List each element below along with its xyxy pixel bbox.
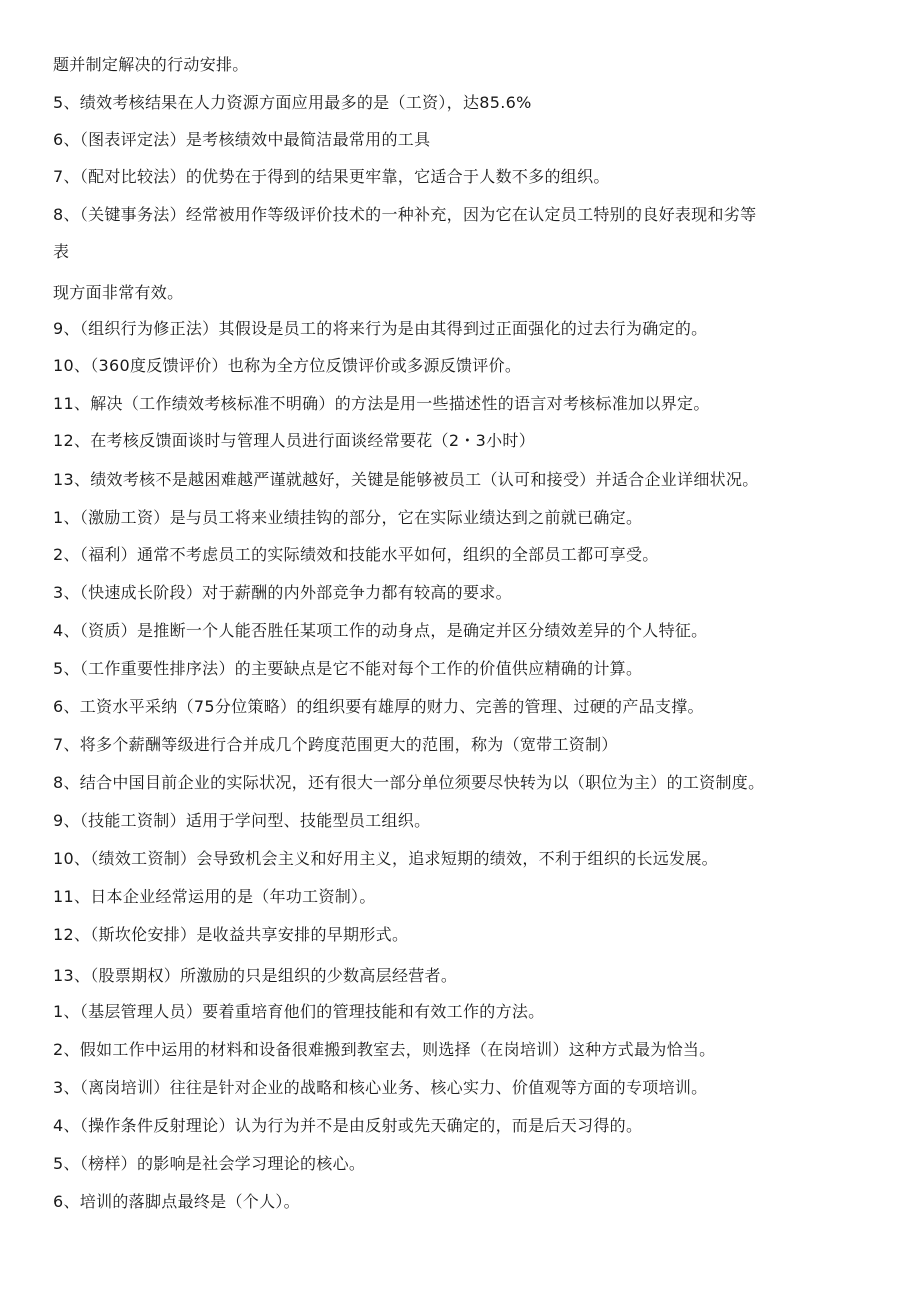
text-line: 8、结合中国目前企业的实际状况，还有很大一部分单位须要尽快转为以（职位为主）的工资制度。	[53, 773, 765, 792]
text-line: 题并制定解决的行动安排。	[53, 55, 249, 74]
text-line: 13、（股票期权）所激励的只是组织的少数高层经营者。	[53, 966, 458, 985]
text-line: 3、（离岗培训）往往是针对企业的战略和核心业务、核心实力、价值观等方面的专项培训。	[53, 1078, 708, 1097]
text-line: 9、（技能工资制）适用于学问型、技能型员工组织。	[53, 811, 431, 830]
text-line: 7、（配对比较法）的优势在于得到的结果更牢靠，它适合于人数不多的组织。	[53, 167, 610, 186]
text-line: 5、（榜样）的影响是社会学习理论的核心。	[53, 1154, 366, 1173]
text-line: 表	[53, 242, 70, 261]
text-line: 2、假如工作中运用的材料和设备很难搬到教室去，则选择（在岗培训）这种方式最为恰当。	[53, 1040, 716, 1059]
text-line: 8、（关键事务法）经常被用作等级评价技术的一种补充，因为它在认定员工特别的良好表现和劣等	[53, 205, 757, 224]
text-line: 10、（绩效工资制）会导致机会主义和好用主义，追求短期的绩效，不利于组织的长远发展。	[53, 849, 718, 868]
text-line: 13、绩效考核不是越困难越严谨就越好，关键是能够被员工（认可和接受）并适合企业详细状况。	[53, 470, 759, 489]
text-line: 6、培训的落脚点最终是（个人）。	[53, 1192, 300, 1211]
text-line: 现方面非常有效。	[53, 283, 184, 302]
text-line: 1、（激励工资）是与员工将来业绩挂钩的部分，它在实际业绩达到之前就已确定。	[53, 508, 643, 527]
text-line: 5、绩效考核结果在人力资源方面应用最多的是（工资），达85.6%	[53, 93, 532, 112]
text-line: 5、（工作重要性排序法）的主要缺点是它不能对每个工作的价值供应精确的计算。	[53, 659, 643, 678]
text-line: 2、（福利）通常不考虑员工的实际绩效和技能水平如何，组织的全部员工都可享受。	[53, 545, 659, 564]
text-line: 6、（图表评定法）是考核绩效中最简洁最常用的工具	[53, 130, 431, 149]
text-line: 11、日本企业经常运用的是（年功工资制）。	[53, 887, 376, 906]
text-line: 6、工资水平采纳（75分位策略）的组织要有雄厚的财力、完善的管理、过硬的产品支撑。	[53, 697, 704, 716]
text-line: 7、将多个薪酬等级进行合并成几个跨度范围更大的范围，称为（宽带工资制）	[53, 735, 618, 754]
text-line: 9、（组织行为修正法）其假设是员工的将来行为是由其得到过正面强化的过去行为确定的。	[53, 319, 708, 338]
text-line: 11、解决（工作绩效考核标准不明确）的方法是用一些描述性的语言对考核标准加以界定。	[53, 394, 710, 413]
text-line: 4、（资质）是推断一个人能否胜任某项工作的动身点，是确定并区分绩效差异的个人特征。	[53, 621, 708, 640]
text-line: 3、（快速成长阶段）对于薪酬的内外部竞争力都有较高的要求。	[53, 583, 512, 602]
text-line: 4、（操作条件反射理论）认为行为并不是由反射或先天确定的，而是后天习得的。	[53, 1116, 643, 1135]
text-line: 12、在考核反馈面谈时与管理人员进行面谈经常要花（2・3小时）	[53, 431, 536, 450]
text-line: 12、（斯坎伦安排）是收益共享安排的早期形式。	[53, 925, 409, 944]
text-line: 10、（360度反馈评价）也称为全方位反馈评价或多源反馈评价。	[53, 356, 522, 375]
text-line: 1、（基层管理人员）要着重培育他们的管理技能和有效工作的方法。	[53, 1002, 545, 1021]
